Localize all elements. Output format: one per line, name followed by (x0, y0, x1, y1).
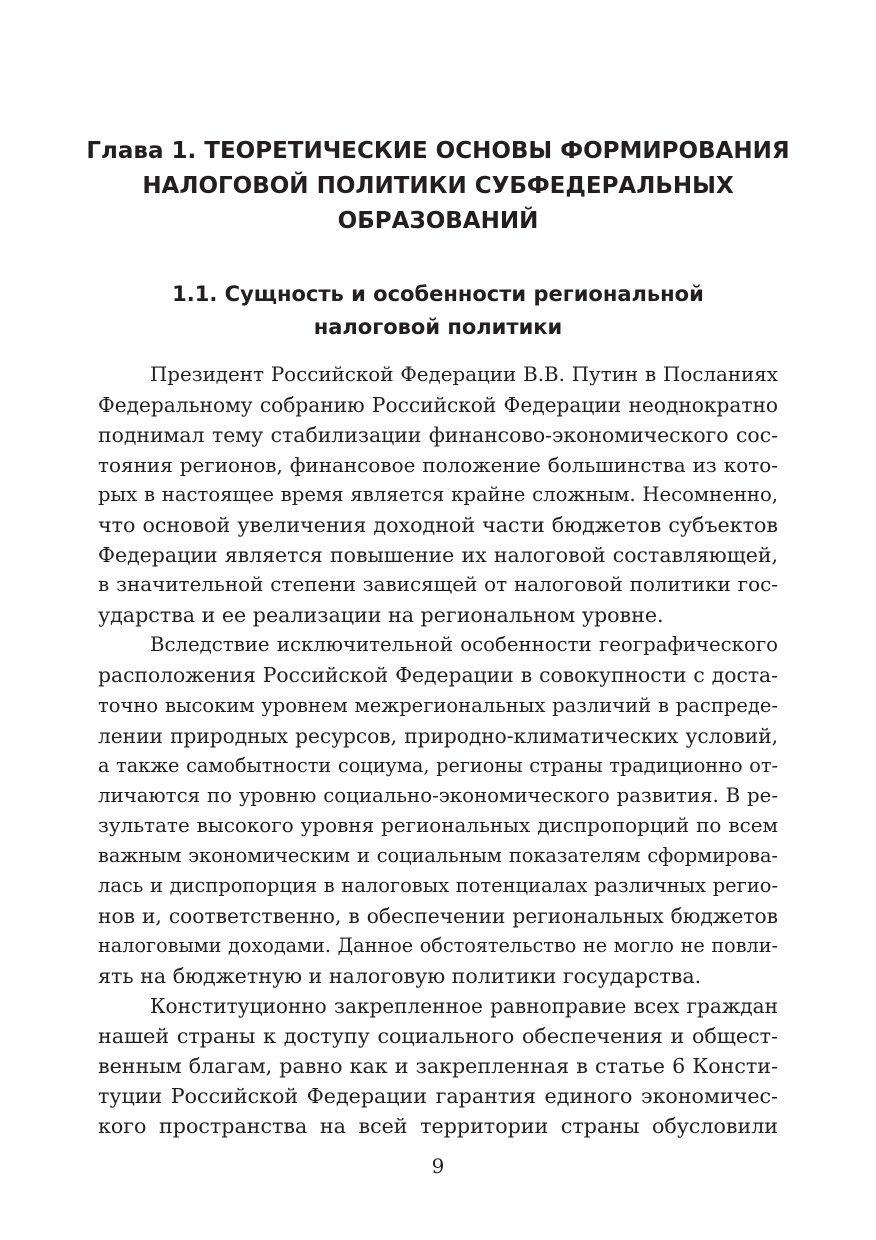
text-line: точно высоким уровнем межрегиональных различий в распреде- (98, 693, 778, 717)
chapter-title (80, 134, 796, 239)
text-line: а также самобытности социума, регионы страны традиционно от- (98, 753, 778, 777)
paragraph-2 (98, 630, 778, 991)
text-line: венным благам, равно как и закрепленная в статье 6 Консти- (98, 1054, 778, 1079)
section-title-line: налоговой политики (313, 315, 563, 339)
chapter-title-line: ОБРАЗОВАНИЙ (337, 208, 539, 234)
chapter-title-line: НАЛОГОВОЙ ПОЛИТИКИ СУБФЕДЕРАЛЬНЫХ (142, 173, 734, 199)
text-line: важным экономическим и социальным показателям сформирова- (98, 843, 778, 867)
text-line: кого пространства на всей территории страны обусловили (98, 1114, 778, 1139)
text-line: тояния регионов, финансовое положение большинства из кото- (98, 453, 778, 478)
body-text (98, 360, 778, 1141)
text-line: поднимал тему стабилизации финансово-экономического сос- (98, 423, 778, 448)
text-line: туции Российской Федерации гарантия единого экономичес- (98, 1084, 778, 1109)
text-line: Конституционно закрепленное равноправие всех граждан (150, 993, 778, 1018)
text-line: зультате высокого уровня региональных диспропорций по всем (98, 813, 778, 837)
section-title (80, 278, 796, 344)
text-line: лении природных ресурсов, природно-климатических условий, (98, 723, 778, 748)
text-line: лась и диспропорция в налоговых потенциалах различных регио- (98, 873, 778, 897)
text-line: личаются по уровню социально-экономического развития. В ре- (98, 783, 778, 807)
paragraph-1 (98, 360, 778, 630)
chapter-title-line: Глава 1. ТЕОРЕТИЧЕСКИЕ ОСНОВЫ ФОРМИРОВАНИЯ (86, 138, 790, 164)
text-line: нашей страны к доступу социального обеспечения и общест- (98, 1024, 778, 1049)
text-line: рых в настоящее время является крайне сложным. Несомненно, (98, 483, 778, 507)
paragraph-3 (98, 991, 778, 1141)
section-title-line: 1.1. Сущность и особенности региональной (172, 282, 704, 306)
text-line: Президент Российской Федерации В.В. Путин в Посланиях (150, 363, 778, 386)
text-line: расположения Российской Федерации в совокупности с доста- (98, 663, 778, 688)
text-line: налоговыми доходами. Данное обстоятельство не могло не повли- (98, 933, 778, 957)
text-line: ударства и ее реализации на региональном уровне. (98, 603, 664, 628)
page-number: 9 (431, 1154, 445, 1178)
text-line: в значительной степени зависящей от налоговой политики гос- (98, 573, 778, 597)
text-line: Федеральному собранию Российской Федерации неоднократно (98, 393, 778, 418)
text-line: нов и, соответственно, в обеспечении региональных бюджетов (98, 903, 778, 928)
text-line: ять на бюджетную и налоговую политики государства. (98, 963, 702, 988)
text-line: что основой увеличения доходной части бюджетов субъектов (98, 513, 778, 538)
text-line: Вследствие исключительной особенности географического (150, 633, 778, 657)
text-line: Федерации является повышение их налоговой составляющей, (98, 543, 778, 568)
